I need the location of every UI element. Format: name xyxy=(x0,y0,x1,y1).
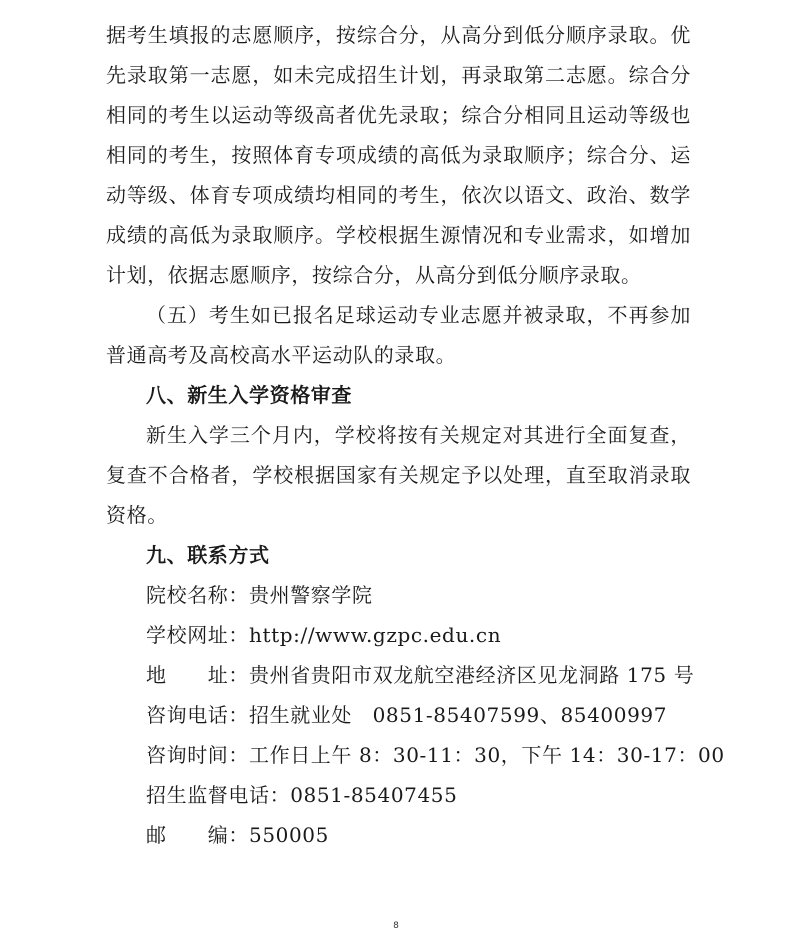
contact-supervision-phone xyxy=(146,775,457,815)
contact-label: 学校网址： xyxy=(146,623,249,647)
section-8-heading: 八、新生入学资格审查 xyxy=(146,383,352,407)
contact-value: 贵州省贵阳市双龙航空港经济区见龙洞路 175 号 xyxy=(249,663,695,687)
admission-rules-paragraph: 据考生填报的志愿顺序，按综合分，从高分到低分顺序录取。优先录取第一志愿，如未完成招生计划，再录取第二志愿。综合分相同的考生以运动等级高者优先录取；综合分相同且运动等级也相同的考生，按照体育专项成绩的高低为录取顺序；综合分、运动等级、体育专项成绩均相同的考生，依次以语文、政治、数学成绩的高低为录取顺序。学校根据生源情况和专业需求，如增加计划，依据志愿顺序，按综合分，从高分到低分顺序录取。 xyxy=(106,23,691,287)
football-admission-paragraph: （五）考生如已报名足球运动专业志愿并被录取，不再参加普通高考及高校高水平运动队的录取。 xyxy=(106,303,691,367)
contact-label: 招生监督电话： xyxy=(146,783,291,807)
contact-value: 550005 xyxy=(249,823,329,847)
contact-label: 地 址： xyxy=(146,663,249,687)
contact-label: 院校名称： xyxy=(146,583,249,607)
contact-website xyxy=(146,615,501,655)
contact-value: 贵州警察学院 xyxy=(249,583,373,607)
contact-value: 招生就业处 0851-85407599、85400997 xyxy=(249,703,668,727)
contact-phone xyxy=(146,695,667,735)
contact-label: 咨询时间： xyxy=(146,743,249,767)
section-9-heading: 九、联系方式 xyxy=(146,543,270,567)
contact-address xyxy=(146,655,694,695)
contact-postcode xyxy=(146,815,329,855)
contact-value: 工作日上午 8：30-11：30，下午 14：30-17：00 xyxy=(249,743,725,767)
contact-hours xyxy=(146,735,725,775)
section-8-paragraph: 新生入学三个月内，学校将按有关规定对其进行全面复查，复查不合格者，学校根据国家有关规定予以处理，直至取消录取资格。 xyxy=(106,423,691,527)
page-number: 8 xyxy=(393,921,399,931)
contact-value: 0851-85407455 xyxy=(290,783,458,807)
contact-value: http://www.gzpc.edu.cn xyxy=(249,623,502,647)
contact-label: 邮 编： xyxy=(146,823,249,847)
contact-label: 咨询电话： xyxy=(146,703,249,727)
contact-school-name xyxy=(146,575,373,615)
